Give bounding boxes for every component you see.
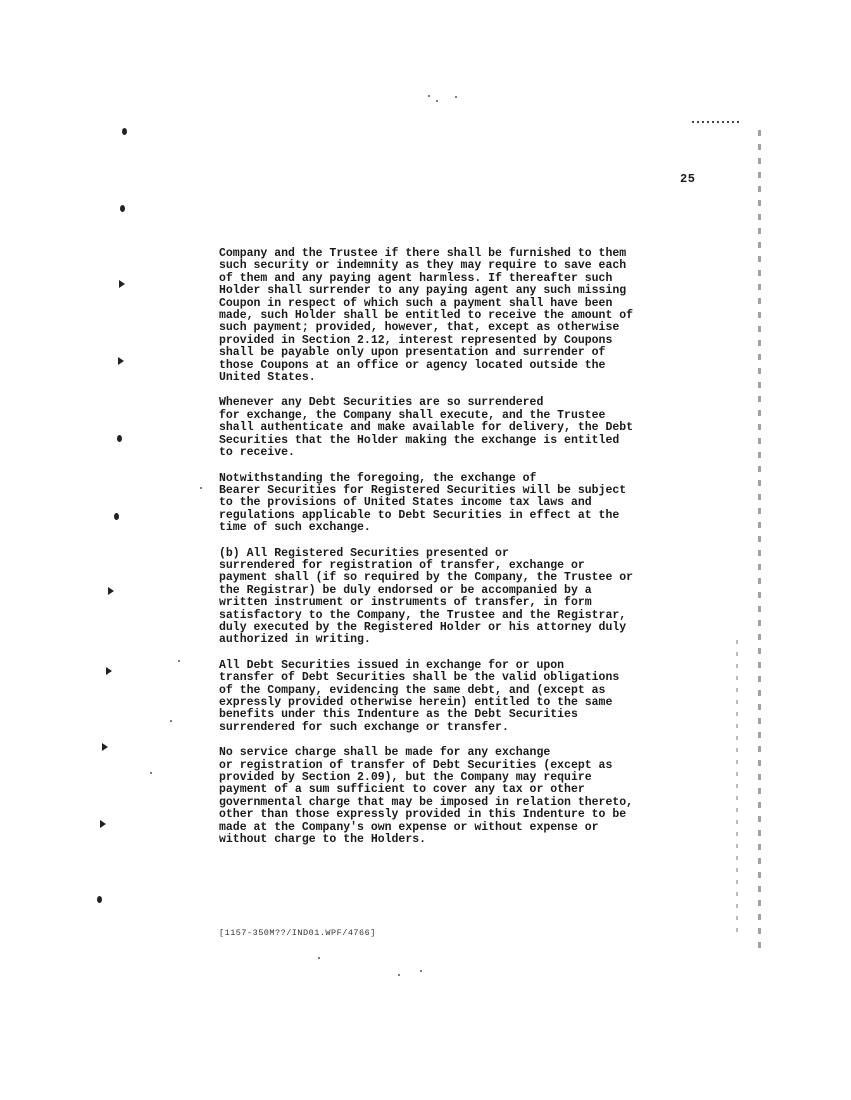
margin-mark <box>120 205 125 212</box>
margin-mark <box>117 435 122 442</box>
scan-edge-artifact <box>758 130 761 950</box>
paragraph-registered-securities: (b) All Registered Securities presented or surrendered for registration of transfer, exchange or payment shall (if so required by the Company, the Trustee or the Registrar) be duly endorsed or be accompanied by a written instrument or instruments of transfer, in form satisfactory to the Company, the Trustee and the Registrar, duly executed by the Registered Holder or his attorney duly authorized in writing. <box>219 546 634 647</box>
paragraph-tax-provisions: Notwithstanding the foregoing, the exchange of Bearer Securities for Registered Securities will be subject to the provisions of United States income tax laws and regulations applicable to Debt Securities in effect at the time of such exchange. <box>219 471 627 535</box>
margin-mark <box>100 820 106 828</box>
document-body <box>219 248 689 859</box>
scan-speck <box>150 772 152 774</box>
scan-speck <box>420 970 422 972</box>
margin-mark <box>114 513 119 520</box>
scan-artifact-dots <box>692 121 742 123</box>
scan-edge-artifact-secondary <box>736 640 738 940</box>
margin-mark <box>108 587 114 595</box>
margin-mark <box>102 743 108 751</box>
page-number: 25 <box>680 172 696 186</box>
scan-speck <box>200 487 202 489</box>
paragraph-missing-coupon: Company and the Trustee if there shall be furnished to them such security or indemnity as they may require to save each of them and any paying agent harmless. If thereafter such Holder shall surrender to any paying agent any such missing Coupon in respect of which such a payment shall have been made, such Holder shall be entitled to receive the amount of such payment; provided, however, that, except as otherwise provided in Section 2.12, interest represented by Coupons shall be payable only upon presentation and surrender of those Coupons at an office or agency located outside the United States. <box>219 247 634 385</box>
margin-mark <box>119 280 125 288</box>
scan-speck <box>318 957 320 959</box>
scan-speck <box>178 660 180 662</box>
scan-speck <box>170 720 172 722</box>
scan-speck <box>428 95 430 97</box>
paragraph-service-charge: No service charge shall be made for any exchange or registration of transfer of Debt Securities (except as provided by Section 2.09), but the Company may require payment of a sum sufficient to cover any tax or other governmental charge that may be imposed in relation thereto, other than those expressly provided in this Indenture to be made at the Company's own expense or without expense or without charge to the Holders. <box>219 746 634 847</box>
scan-speck <box>398 974 400 976</box>
paragraph-valid-obligations: All Debt Securities issued in exchange for or upon transfer of Debt Securities shall be the valid obligations of the Company, evidencing the same debt, and (except as expressly provided otherwise herein) entitled to the same benefits under this Indenture as the Debt Securities surrendered for such exchange or transfer. <box>219 658 620 734</box>
footer-document-code: [1157-350M??/IND01.WPF/4766] <box>219 928 376 938</box>
scan-speck <box>436 100 438 102</box>
scan-speck <box>455 96 457 98</box>
paragraph-surrender-exchange: Whenever any Debt Securities are so surrendered for exchange, the Company shall execute, and the Trustee shall authenticate and make available for delivery, the Debt Securities that the Holder making the exchange is entitled to receive. <box>219 396 634 460</box>
margin-mark <box>97 896 102 903</box>
margin-mark <box>106 667 112 675</box>
margin-mark <box>122 128 127 135</box>
margin-mark <box>118 357 124 365</box>
